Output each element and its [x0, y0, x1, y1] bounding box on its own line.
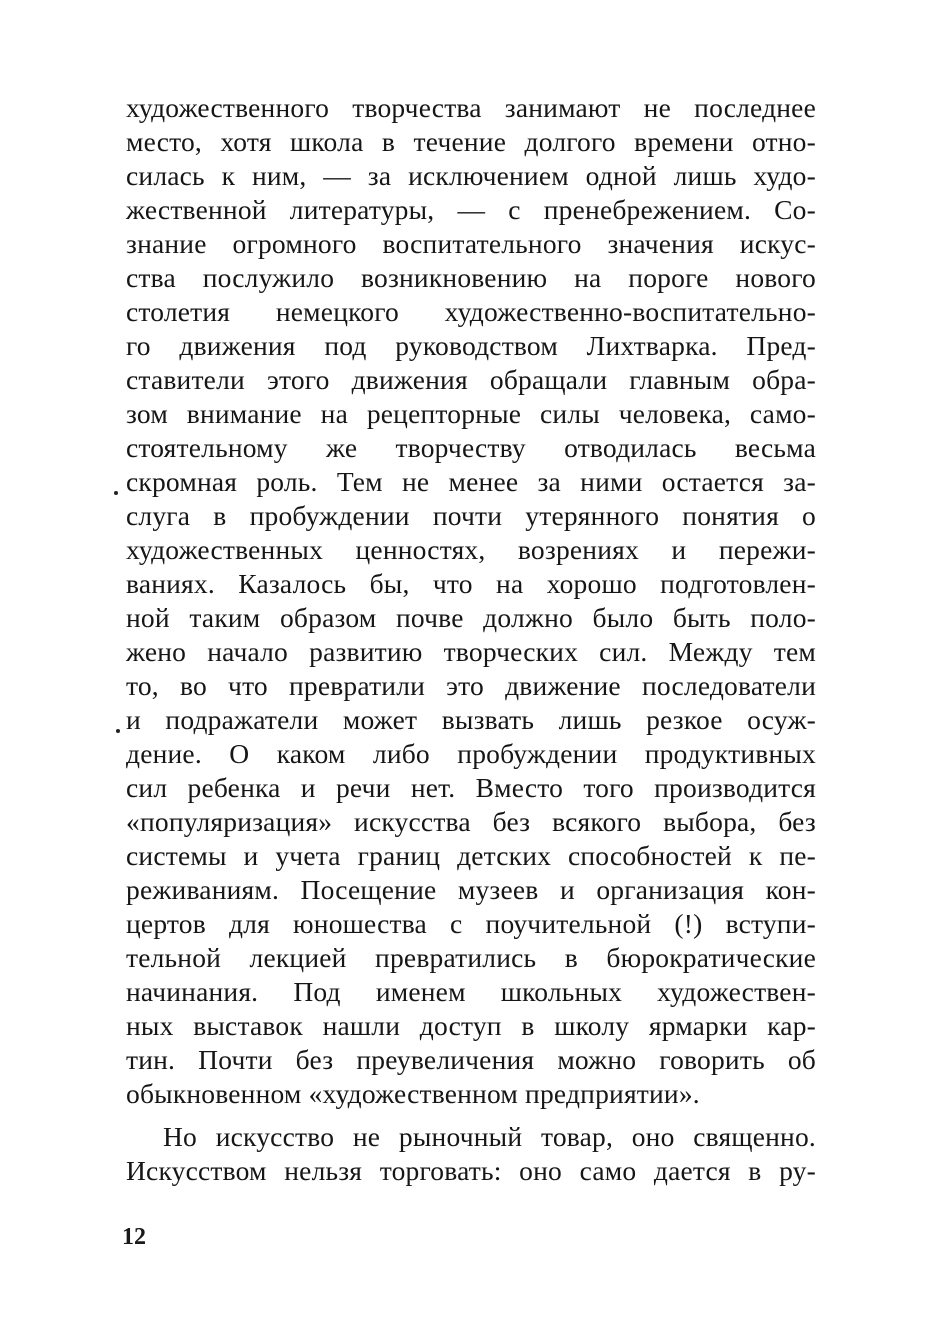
text-line: цертов для юношества с поучительной (!) вступи-	[126, 908, 816, 939]
paragraph-1	[126, 91, 816, 1111]
text-line: стоятельному же творчеству отводилась весьма	[126, 432, 816, 463]
text-line: и подражатели может вызвать лишь резкое осуж-	[126, 704, 816, 735]
text-line: «популяризация» искусства без всякого выбора, без	[126, 806, 816, 837]
text-line: тельной лекцией превратились в бюрократические	[126, 942, 816, 973]
text-line: зом внимание на рецепторные силы человека, само-	[126, 398, 816, 429]
text-line: то, во что превратили это движение последователи	[126, 670, 816, 701]
text-line: художественного творчества занимают не последнее	[126, 92, 816, 123]
text-line: реживаниям. Посещение музеев и организация кон-	[126, 874, 816, 905]
text-line: силась к ним, — за исключением одной лишь худо-	[126, 160, 816, 191]
text-line: столетия немецкого художественно-воспитательно-	[126, 296, 816, 327]
text-line: го движения под руководством Лихтварка. Пред-	[126, 330, 816, 361]
text-line: начинания. Под именем школьных художествен-	[126, 976, 816, 1007]
text-line: ных выставок нашли доступ в школу ярмарки кар-	[126, 1010, 816, 1041]
text-line: ставители этого движения обращали главным обра-	[126, 364, 816, 395]
text-line: знание огромного воспитательного значения искус-	[126, 228, 816, 259]
text-line: Но искусство не рыночный товар, оно священно.	[163, 1121, 816, 1152]
print-speck	[116, 729, 120, 733]
print-speck	[114, 491, 118, 495]
text-line: жено начало развитию творческих сил. Между тем	[126, 636, 816, 667]
text-line: место, хотя школа в течение долгого времени отно-	[126, 126, 816, 157]
text-line: жественной литературы, — с пренебрежением. Со-	[126, 194, 816, 225]
text-line: ства послужило возникновению на пороге нового	[126, 262, 816, 293]
text-line: Искусством нельзя торговать: оно само дается в ру-	[126, 1155, 816, 1186]
paragraph-2	[126, 1120, 816, 1188]
text-line: системы и учета границ детских способностей к пе-	[126, 840, 816, 871]
text-line: тин. Почти без преувеличения можно говорить об	[126, 1044, 816, 1075]
text-line: ной таким образом почве должно было быть поло-	[126, 602, 816, 633]
page-number: 12	[122, 1224, 146, 1250]
text-line: дение. О каком либо пробуждении продуктивных	[126, 738, 816, 769]
text-line: сил ребенка и речи нет. Вместо того производится	[126, 772, 816, 803]
text-line: обыкновенном «художественном предприятии».	[126, 1078, 700, 1109]
text-line: слуга в пробуждении почти утерянного понятия о	[126, 500, 816, 531]
text-line: ваниях. Казалось бы, что на хорошо подготовлен-	[126, 568, 816, 599]
text-line: скромная роль. Тем не менее за ними остается за-	[126, 466, 816, 497]
text-line: художественных ценностях, возрениях и пережи-	[126, 534, 816, 565]
